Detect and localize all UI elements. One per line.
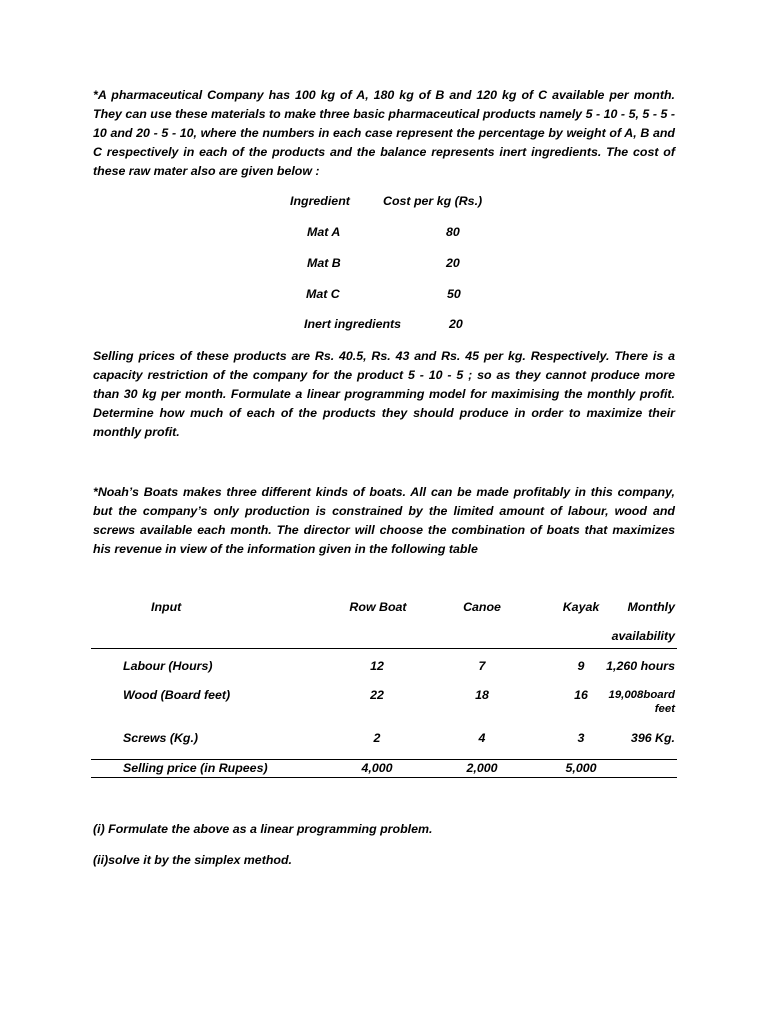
cost-row-ingredient: Mat C — [306, 287, 340, 301]
problem1-body: Selling prices of these products are Rs. 40.5, Rs. 43 and Rs. 45 per kg. Respectively. There is a capacity restriction of the company for the product 5 - 10 - 5 ; so as they cannot produce more than 30 kg per month. Formulate a linear programming model for maximising the monthly profit. Determine how much of each of the products they should produce in order to maximize their monthly profit. — [93, 349, 675, 439]
boat-header-input: Input — [151, 600, 182, 614]
problem1-intro: *A pharmaceutical Company has 100 kg of A, 180 kg of B and 120 kg of C available per month. They can use these materials to make three basic pharmaceutical products namely 5 - 10 - 5, 5 - 5 - 10 and 20 - 5 - 10, where the numbers in each case represent the percentage by weight of A, B and C respectively in each of the products and the balance represents inert ingredients. The cost of these raw mater also are given below : — [93, 88, 675, 178]
boat-row-row-boat: 22 — [370, 688, 384, 702]
table-rule-mid — [91, 759, 677, 760]
cost-row-ingredient: Inert ingredients — [304, 317, 402, 331]
table-rule-bottom — [91, 777, 677, 778]
boat-header-availability: availability — [611, 629, 675, 643]
cost-row-value: 20 — [449, 317, 463, 331]
boat-row-canoe: 18 — [475, 688, 489, 702]
boat-row-input: Wood (Board feet) — [123, 688, 231, 702]
cost-row-ingredient: Mat A — [307, 225, 341, 239]
question-ii: (ii)solve it by the simplex method. — [93, 853, 292, 867]
problem2-intro: *Noah’s Boats makes three different kinds of boats. All can be made profitably in this company, but the company’s only production is constrained by the limited amount of labour, wood and screws available each month. The director will choose the combination of boats that maximizes his revenue in view of the information given in the following table — [93, 485, 675, 556]
boat-footer-input: Selling price (in Rupees) — [123, 761, 268, 775]
boat-row-availability: 1,260 hours — [606, 659, 675, 673]
boat-row-availability-line2: feet — [654, 703, 675, 715]
boat-row-input: Labour (Hours) — [123, 659, 213, 673]
cost-table-header-cost: Cost per kg (Rs.) — [383, 194, 483, 208]
boat-row-availability-line1: 19,008board — [608, 689, 675, 701]
cost-table-header-ingredient: Ingredient — [290, 194, 350, 208]
cost-row-value: 20 — [446, 256, 460, 270]
boat-row-canoe: 4 — [478, 731, 486, 745]
cost-row-value: 80 — [446, 225, 460, 239]
boat-row-kayak: 16 — [574, 688, 588, 702]
boat-row-kayak: 3 — [577, 731, 585, 745]
boat-row-availability: 396 Kg. — [630, 731, 675, 745]
boat-footer-canoe: 2,000 — [466, 761, 498, 775]
boat-header-kayak: Kayak — [562, 600, 600, 614]
boat-footer-row-boat: 4,000 — [361, 761, 393, 775]
boat-row-row-boat: 2 — [373, 731, 381, 745]
question-i: (i) Formulate the above as a linear programming problem. — [93, 822, 433, 836]
cost-row-ingredient: Mat B — [307, 256, 341, 270]
boat-row-kayak: 9 — [577, 659, 585, 673]
boat-header-row-boat: Row Boat — [349, 600, 407, 614]
boat-header-canoe: Canoe — [463, 600, 501, 614]
boat-row-row-boat: 12 — [370, 659, 384, 673]
table-rule-top — [91, 648, 677, 649]
boat-header-monthly: Monthly — [627, 600, 675, 614]
boat-footer-kayak: 5,000 — [565, 761, 597, 775]
cost-row-value: 50 — [447, 287, 461, 301]
boat-row-input: Screws (Kg.) — [123, 731, 199, 745]
boat-row-canoe: 7 — [478, 659, 486, 673]
